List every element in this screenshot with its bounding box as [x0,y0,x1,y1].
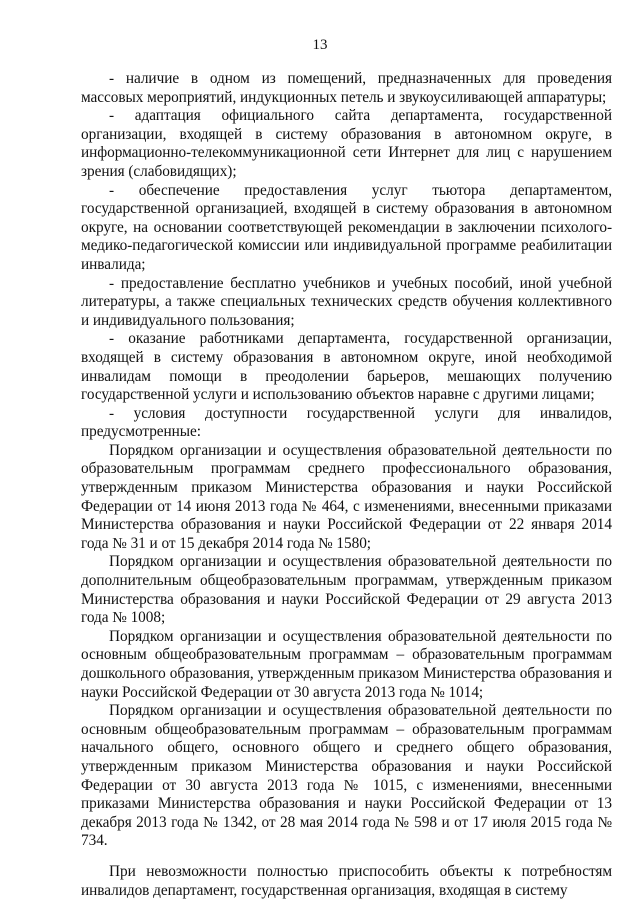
paragraph-assistive-audio: - наличие в одном из помещений, предназначенных для проведения массовых мероприятий, индукционных петель и звукоусиливающей аппаратуры; [81,70,612,106]
paragraph-accessibility-conditions: - условия доступности государственной услуги для инвалидов, предусмотренные: [81,404,612,441]
paragraph-order-1008: Порядком организации и осуществления образовательной деятельности по дополнительным общеобразовательным программам, утвержденным приказом Министерства образования и науки Российской Федерации от 29 августа 2013 года № 1008; [81,553,612,627]
document-body [81,70,612,900]
paragraph-free-textbooks: - предоставление бесплатно учебников и учебных пособий, иной учебной литературы, а также специальных технических средств обучения коллективного и индивидуального пользования; [81,274,612,329]
paragraph-impossibility: При невозможности полностью приспособить объекты к потребностям инвалидов департамент, государственная организация, входящая в систему [81,862,612,899]
paragraph-website-adaptation: - адаптация официального сайта департамента, государственной организации, входящей в систему образования в автономном округе, в информационно-телекоммуникационной сети Интернет для лиц с нарушением зрения (слабовидящих); [81,107,612,180]
page-number: 13 [312,37,328,53]
paragraph-order-1015: Порядком организации и осуществления образовательной деятельности по основным общеобразовательным программам – образовательным программам начального общего, основного общего и среднего общего образования, утвержденным приказом Министерства образования и науки Российской Федерации от 30 августа 2013 года № 1015, с изменениями, внесенными приказами Министерства образования и науки Российской Федерации от 13 декабря 2013 года № 1342, от 28 мая 2014 года № 598 и от 17 июля 2015 года № 734. [81,702,612,850]
paragraph-order-464: Порядком организации и осуществления образовательной деятельности по образовательным программам среднего профессионального образования, утвержденным приказом Министерства образования и науки Российской Федерации от 14 июня 2013 года № 464, с изменениями, внесенными приказами Министерства образования и науки Российской Федерации от 22 января 2014 года № 31 и от 15 декабря 2014 года № 1580; [81,441,612,552]
paragraph-order-1014: Порядком организации и осуществления образовательной деятельности по основным общеобразовательным программам – образовательным программам дошкольного образования, утвержденным приказом Министерства образования и науки Российской Федерации от 30 августа 2013 года № 1014; [81,627,612,701]
paragraph-tutor-services: - обеспечение предоставления услуг тьютора департаментом, государственной организацией, входящей в систему образования в автономном округе, на основании соответствующей рекомендации в заключении психолого-медико-педагогической комиссии или индивидуальной программе реабилитации инвалида; [81,181,612,273]
paragraph-staff-assistance: - оказание работниками департамента, государственной организации, входящей в систему образования в автономном округе, иной необходимой инвалидам помощи в преодолении барьеров, мешающих получению государственной услуги и использованию объектов наравне с другими лицами; [81,330,612,404]
